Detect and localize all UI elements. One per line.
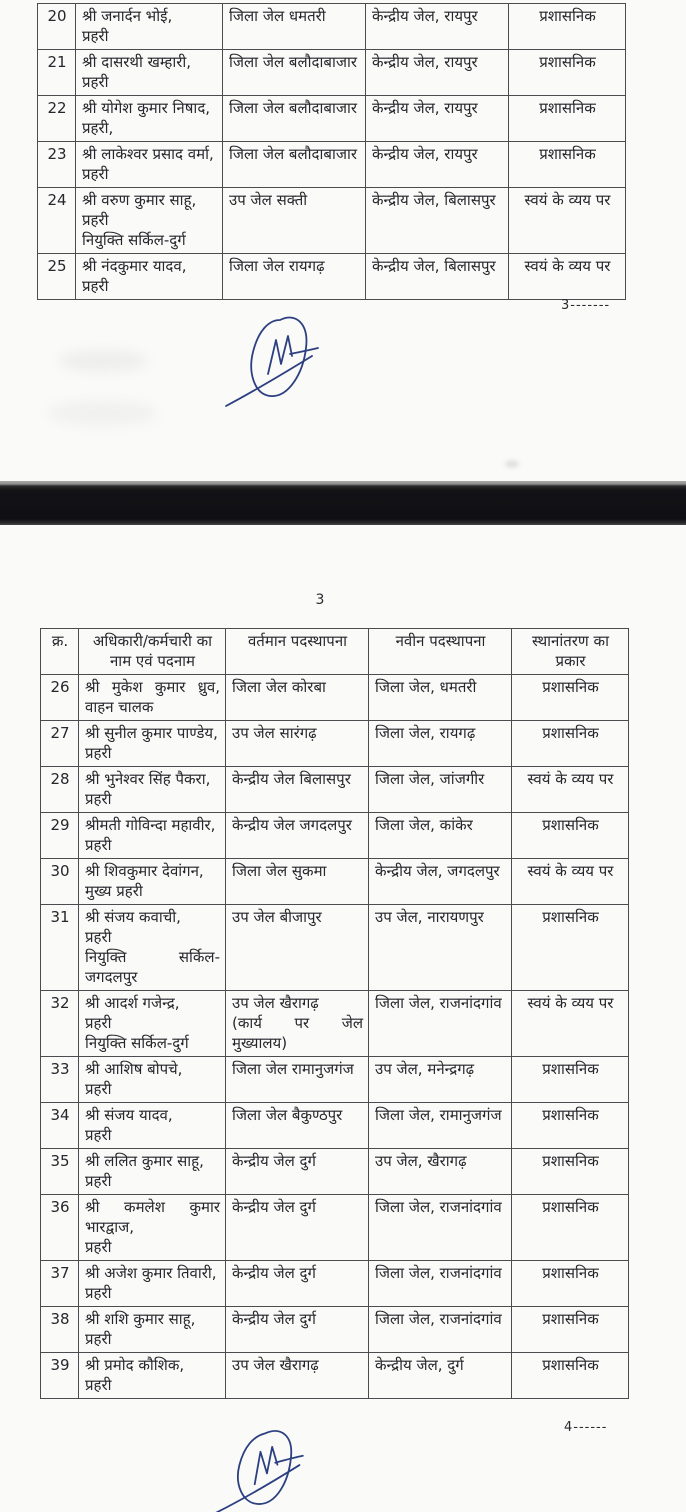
page-divider-band [0,481,686,525]
new-posting-cell [369,1057,512,1103]
new-posting-cell [366,4,509,50]
cell-line: जिला जेल, जांजगीर [375,770,485,788]
current-posting-cell [226,721,369,767]
new-posting-cell [369,1307,512,1353]
cell-line: केन्द्रीय जेल, रायपुर [372,145,478,163]
cell-line: मुख्य प्रहरी [85,882,143,900]
cell-line: केन्द्रीय जेल, बिलासपुर [372,191,496,209]
table-row [41,767,629,813]
serial-number-cell: 38 [41,1307,79,1353]
serial-number-cell: 23 [38,142,76,188]
cell-line: केन्द्रीय जेल दुर्ग [232,1152,316,1170]
table-row [38,254,626,300]
cell-line: श्री भुनेश्वर सिंह पैकरा, [85,770,211,788]
cell-line: उप जेल, नारायणपुर [375,908,484,926]
cell-line: प्रहरी [85,744,112,762]
current-posting-cell [226,1149,369,1195]
transfer-type-cell: प्रशासनिक [512,813,629,859]
new-posting-cell [369,991,512,1057]
new-posting-cell [369,1103,512,1149]
serial-number-cell: 26 [41,675,79,721]
cell-line: जिला जेल सुकमा [232,862,327,880]
cell-line: जिला जेल, राजनांदगांव [375,1264,502,1282]
cell-line: श्री प्रमोद कौशिक, [85,1356,185,1374]
new-posting-cell [366,254,509,300]
new-posting-cell [369,905,512,991]
cell-line: केन्द्रीय जेल दुर्ग [232,1310,316,1328]
cell-line: श्री आदर्श गजेन्द्र, [85,994,180,1012]
cell-line: श्री कमलेश कुमार [85,1198,220,1216]
cell-line: जिला जेल, कांकेर [375,816,473,834]
name-designation-cell [79,1353,226,1399]
cell-line: केन्द्रीय जेल, रायपुर [372,99,478,117]
cell-line: उप जेल बीजापुर [232,908,322,926]
cell-line: जिला जेल बैकुण्ठपुर [232,1106,343,1124]
new-posting-cell [369,721,512,767]
cell-line: जिला जेल बलौदाबाजार [229,53,357,71]
new-posting-cell [369,767,512,813]
cell-line: वाहन चालक [85,698,154,716]
current-posting-cell [223,4,366,50]
cell-line: जिला जेल, धमतरी [375,678,477,696]
cell-line: जिला जेल, राजनांदगांव [375,1310,502,1328]
cell-line: नियुक्ति सर्किल- [85,948,220,966]
scan-smudge [48,400,158,426]
transfer-type-cell: प्रशासनिक [512,1353,629,1399]
transfer-type-cell: प्रशासनिक [512,1307,629,1353]
current-posting-cell [226,991,369,1057]
cell-line: जिला जेल, राजनांदगांव [375,1198,502,1216]
cell-line: उप जेल खैरागढ़ [232,994,319,1012]
table-row [41,1149,629,1195]
new-posting-cell [366,50,509,96]
cell-line: केन्द्रीय जेल, रायपुर [372,7,478,25]
cell-line: भारद्वाज, [85,1218,134,1236]
cell-line: केन्द्रीय जेल बिलासपुर [232,770,351,788]
current-posting-cell [226,905,369,991]
page-number: 3 [315,592,325,608]
new-posting-cell [369,1353,512,1399]
name-designation-cell [79,1261,226,1307]
current-posting-cell [226,1353,369,1399]
cell-line: केन्द्रीय जेल, बिलासपुर [372,257,496,275]
cell-line: श्री सुनील कुमार पाण्डेय, [85,724,218,742]
name-designation-cell [79,813,226,859]
name-designation-cell [76,96,223,142]
new-posting-cell [369,1195,512,1261]
transfer-table-page3 [40,628,629,1399]
serial-number-cell: 36 [41,1195,79,1261]
current-posting-cell [226,767,369,813]
cell-line: जिला जेल रायगढ़ [229,257,325,275]
current-posting-cell [223,50,366,96]
cell-line: जिला जेल कोरबा [232,678,326,696]
new-posting-cell [369,859,512,905]
cell-line: प्रहरी [85,1126,112,1144]
current-posting-cell [226,1195,369,1261]
cell-line: प्रहरी [85,1172,112,1190]
transfer-type-cell: प्रशासनिक [512,721,629,767]
serial-number-cell: 20 [38,4,76,50]
new-posting-cell [366,142,509,188]
cell-line: जिला जेल, रामानुजगंज [375,1106,502,1124]
table-row [41,675,629,721]
table-row [41,991,629,1057]
current-posting-cell [223,142,366,188]
transfer-type-cell: प्रशासनिक [509,96,626,142]
cell-line: प्रहरी [82,73,109,91]
current-posting-cell [223,254,366,300]
transfer-type-cell: स्वयं के व्यय पर [512,859,629,905]
table-row [41,1307,629,1353]
cell-line: श्री शिवकुमार देवांगन, [85,862,204,880]
table-row [38,50,626,96]
cell-line: जगदलपुर [85,968,138,986]
current-posting-cell [226,1261,369,1307]
transfer-type-cell: प्रशासनिक [512,675,629,721]
name-designation-cell [79,675,226,721]
cell-line: प्रहरी [82,27,109,45]
cell-line: मुख्यालय) [232,1034,288,1052]
serial-number-cell: 32 [41,991,79,1057]
name-designation-cell [79,1057,226,1103]
cell-line: केन्द्रीय जेल, रायपुर [372,53,478,71]
name-designation-cell [79,905,226,991]
transfer-type-cell: स्वयं के व्यय पर [509,254,626,300]
cell-line: श्री योगेश कुमार निषाद, [82,99,211,117]
cell-line: श्री ललित कुमार साहू, [85,1152,204,1170]
scan-smudge [58,350,148,372]
name-designation-cell [76,4,223,50]
name-designation-cell [76,254,223,300]
transfer-type-cell: प्रशासनिक [509,142,626,188]
cell-line: प्रहरी [85,836,112,854]
cell-line: (कार्य पर जेल [232,1014,363,1032]
header-current-posting: वर्तमान पदस्थापना [226,629,369,675]
cell-line: जिला जेल बलौदाबाजार [229,99,357,117]
signature-2 [187,1419,329,1512]
current-posting-cell [226,1057,369,1103]
transfer-type-cell: स्वयं के व्यय पर [512,767,629,813]
cell-line: प्रहरी, [82,119,114,137]
cell-line: केन्द्रीय जेल, दुर्ग [375,1356,464,1374]
cell-line: श्री संजय यादव, [85,1106,173,1124]
transfer-type-cell: प्रशासनिक [512,1261,629,1307]
cell-line: श्रीमती गोविन्दा महावीर, [85,816,216,834]
cell-line: जिला जेल रामानुजगंज [232,1060,354,1078]
transfer-type-cell: स्वयं के व्यय पर [512,991,629,1057]
current-posting-cell [226,859,369,905]
header-serial: क्र. [41,629,79,675]
table-row [38,96,626,142]
name-designation-cell [76,188,223,254]
new-posting-cell [369,675,512,721]
table-row [41,1353,629,1399]
new-posting-cell [369,813,512,859]
table-row [41,1057,629,1103]
cell-line: प्रहरी [85,1330,112,1348]
serial-number-cell: 30 [41,859,79,905]
cell-line: उप जेल सक्ती [229,191,308,209]
cell-line: श्री आशिष बोपचे, [85,1060,183,1078]
transfer-type-cell: प्रशासनिक [512,1057,629,1103]
current-posting-cell [226,675,369,721]
signature-1 [216,306,346,416]
cell-line: श्री शशि कुमार साहू, [85,1310,196,1328]
serial-number-cell: 28 [41,767,79,813]
serial-number-cell: 35 [41,1149,79,1195]
cell-line: प्रहरी [82,277,109,295]
table-row [41,1261,629,1307]
name-designation-cell [79,859,226,905]
cell-line: श्री जनार्दन भोई, [82,7,173,25]
cell-line: प्रहरी [82,211,109,229]
cell-line: प्रहरी [85,1376,112,1394]
cell-line: केन्द्रीय जेल, जगदलपुर [375,862,500,880]
table-row [38,142,626,188]
header-name-designation: अधिकारी/कर्मचारी का नाम एवं पदनाम [79,629,226,675]
serial-number-cell: 31 [41,905,79,991]
table-row [41,859,629,905]
cell-line: जिला जेल धमतरी [229,7,326,25]
name-designation-cell [79,1149,226,1195]
transfer-table-page2 [37,3,626,300]
cell-line: प्रहरी [85,1238,112,1256]
cell-line: श्री संजय कवाची, [85,908,181,926]
cell-line: प्रहरी [85,790,112,808]
cell-line: प्रहरी [85,1014,112,1032]
header-transfer-type: स्थानांतरण का प्रकार [512,629,629,675]
cell-line: उप जेल, मनेन्द्रगढ़ [375,1060,475,1078]
cell-line: जिला जेल बलौदाबाजार [229,145,357,163]
cell-line: प्रहरी [85,1080,112,1098]
name-designation-cell [79,767,226,813]
name-designation-cell [79,1307,226,1353]
cell-line: केन्द्रीय जेल जगदलपुर [232,816,352,834]
current-posting-cell [223,188,366,254]
serial-number-cell: 34 [41,1103,79,1149]
cell-line: श्री वरुण कुमार साहू, [82,191,197,209]
new-posting-cell [369,1261,512,1307]
transfer-type-cell: प्रशासनिक [512,1195,629,1261]
cell-line: प्रहरी [85,1284,112,1302]
serial-number-cell: 37 [41,1261,79,1307]
name-designation-cell [76,142,223,188]
serial-number-cell: 29 [41,813,79,859]
cell-line: केन्द्रीय जेल दुर्ग [232,1264,316,1282]
serial-number-cell: 24 [38,188,76,254]
table-row [41,1103,629,1149]
table-header-row [41,629,629,675]
cell-line: उप जेल, खैरागढ़ [375,1152,467,1170]
current-posting-cell [226,813,369,859]
new-posting-cell [366,188,509,254]
serial-number-cell: 33 [41,1057,79,1103]
page-continuation-marker: 3------- [561,298,611,313]
serial-number-cell: 39 [41,1353,79,1399]
cell-line: श्री लाकेश्वर प्रसाद वर्मा, [82,145,214,163]
current-posting-cell [226,1103,369,1149]
serial-number-cell: 25 [38,254,76,300]
cell-line: नियुक्ति सर्किल-दुर्ग [85,1034,189,1052]
table-row [38,4,626,50]
table-row [41,721,629,767]
cell-line: श्री अजेश कुमार तिवारी, [85,1264,217,1282]
serial-number-cell: 27 [41,721,79,767]
page-continuation-marker: 4------ [564,1420,608,1435]
transfer-type-cell: स्वयं के व्यय पर [509,188,626,254]
cell-line: प्रहरी [82,165,109,183]
scan-smudge [505,460,519,468]
cell-line: नियुक्ति सर्किल-दुर्ग [82,231,186,249]
transfer-type-cell: प्रशासनिक [512,905,629,991]
table-row [41,1195,629,1261]
cell-line: उप जेल सारंगढ़ [232,724,317,742]
transfer-type-cell: प्रशासनिक [512,1103,629,1149]
name-designation-cell [79,991,226,1057]
cell-line: श्री नंदकुमार यादव, [82,257,187,275]
table-row [41,813,629,859]
table-row [41,905,629,991]
table-row [38,188,626,254]
cell-line: श्री दासरथी खम्हारी, [82,53,192,71]
serial-number-cell: 21 [38,50,76,96]
cell-line: जिला जेल, रायगढ़ [375,724,476,742]
name-designation-cell [79,1195,226,1261]
cell-line: जिला जेल, राजनांदगांव [375,994,502,1012]
transfer-type-cell: प्रशासनिक [512,1149,629,1195]
name-designation-cell [79,721,226,767]
serial-number-cell: 22 [38,96,76,142]
name-designation-cell [76,50,223,96]
cell-line: श्री मुकेश कुमार ध्रुव, [85,678,220,696]
cell-line: प्रहरी [85,928,112,946]
new-posting-cell [369,1149,512,1195]
cell-line: उप जेल खैरागढ़ [232,1356,319,1374]
cell-line: केन्द्रीय जेल दुर्ग [232,1198,316,1216]
current-posting-cell [223,96,366,142]
current-posting-cell [226,1307,369,1353]
transfer-type-cell: प्रशासनिक [509,4,626,50]
name-designation-cell [79,1103,226,1149]
header-new-posting: नवीन पदस्थापना [369,629,512,675]
new-posting-cell [366,96,509,142]
transfer-type-cell: प्रशासनिक [509,50,626,96]
